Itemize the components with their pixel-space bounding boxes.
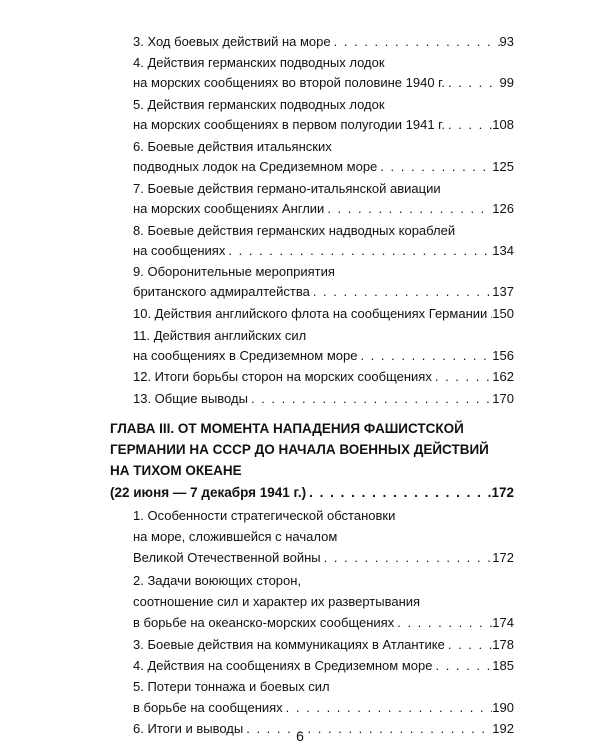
toc-entry-page: 99 bbox=[499, 75, 514, 90]
toc-entry bbox=[133, 157, 514, 177]
leader-dots bbox=[432, 367, 492, 387]
toc-entry bbox=[133, 367, 514, 387]
leader-dots bbox=[357, 346, 492, 366]
toc-entry bbox=[133, 548, 514, 568]
toc-entry-page: 93 bbox=[499, 34, 514, 49]
chapter-page: 172 bbox=[491, 485, 514, 500]
leader-dots bbox=[283, 698, 493, 718]
toc-entry bbox=[133, 346, 514, 366]
leader-dots bbox=[248, 389, 492, 409]
page-number: 6 bbox=[296, 728, 304, 744]
leader-dots bbox=[432, 656, 492, 676]
toc-entry-page: 137 bbox=[492, 284, 514, 299]
toc-entry bbox=[133, 613, 514, 633]
leader-dots bbox=[394, 613, 492, 633]
toc-entry-title-line2: соотношение сил и характер их развертывания bbox=[133, 594, 421, 609]
toc-entry-title-line1: 4. Действия германских подводных лодок bbox=[133, 55, 385, 70]
toc-entry-title-line2: британского адмиралтейства bbox=[133, 284, 310, 299]
leader-dots bbox=[225, 241, 492, 261]
toc-entry-title-line2: на морских сообщениях в первом полугодии 1941 г. bbox=[133, 117, 445, 132]
chapter-dates: (22 июня — 7 декабря 1941 г.) bbox=[110, 485, 307, 500]
leader-dots bbox=[324, 199, 492, 219]
toc-entry-title-line2: в борьбе на сообщениях bbox=[133, 700, 283, 715]
leader-dots bbox=[377, 157, 492, 177]
toc-entry-title: 12. Итоги борьбы сторон на морских сообщениях bbox=[133, 369, 432, 384]
chapter-entry bbox=[110, 483, 514, 503]
toc-entry-title: 13. Общие выводы bbox=[133, 391, 248, 406]
toc-entry bbox=[133, 73, 514, 93]
leader-dots bbox=[306, 483, 491, 503]
toc-entry-title-line1: 5. Действия германских подводных лодок bbox=[133, 97, 385, 112]
toc-entry-title: 3. Ход боевых действий на море bbox=[133, 34, 331, 49]
toc-entry-title-line2: на сообщениях bbox=[133, 243, 226, 258]
toc-entry-title-line2: на морских сообщениях Англии bbox=[133, 201, 325, 216]
toc-entry bbox=[133, 282, 514, 302]
toc-entry-title: 4. Действия на сообщениях в Средиземном море bbox=[133, 658, 433, 673]
leader-dots bbox=[310, 282, 492, 302]
toc-entry-title-line3: в борьбе на океанско-морских сообщениях bbox=[133, 615, 395, 630]
toc-entry bbox=[133, 199, 514, 219]
toc-entry-page: 162 bbox=[492, 369, 514, 384]
toc-entry-page: 174 bbox=[492, 615, 514, 630]
toc-entry-title-line1: 8. Боевые действия германских надводных кораблей bbox=[133, 223, 456, 238]
toc-entry-title-line1: 1. Особенности стратегической обстановки bbox=[133, 508, 396, 523]
toc-entry-title-line1: 11. Действия английских сил bbox=[133, 328, 307, 343]
leader-dots bbox=[445, 115, 492, 135]
toc-entry-title-line1: 7. Боевые действия германо-итальянской авиации bbox=[133, 181, 441, 196]
toc-entry-page: 108 bbox=[492, 117, 514, 132]
toc-entry-page: 170 bbox=[492, 391, 514, 406]
chapter-title-line3: НА ТИХОМ ОКЕАНЕ bbox=[110, 463, 242, 478]
toc-entry-title: 3. Боевые действия на коммуникациях в Атлантике bbox=[133, 637, 445, 652]
leader-dots bbox=[445, 635, 492, 655]
toc-entry-page: 134 bbox=[492, 243, 514, 258]
toc-entry-page: 125 bbox=[492, 159, 514, 174]
toc-entry-page: 156 bbox=[492, 348, 514, 363]
toc-entry-title: 10. Действия английского флота на сообщениях Германии bbox=[133, 306, 488, 321]
leader-dots bbox=[321, 548, 493, 568]
toc-entry-page: 178 bbox=[492, 637, 514, 652]
toc-entry-title-line2: подводных лодок на Средиземном море bbox=[133, 159, 378, 174]
toc-entry-title: 6. Итоги и выводы bbox=[133, 721, 244, 736]
chapter-title-line1: ГЛАВА III. ОТ МОМЕНТА НАПАДЕНИЯ ФАШИСТСКОЙ bbox=[110, 421, 464, 436]
toc-entry-title-line1: 6. Боевые действия итальянских bbox=[133, 139, 332, 154]
toc-entry bbox=[133, 115, 514, 135]
chapter-title-line2: ГЕРМАНИИ НА СССР ДО НАЧАЛА ВОЕННЫХ ДЕЙСТВИЙ bbox=[110, 442, 489, 457]
toc-entry bbox=[133, 241, 514, 261]
toc-entry-title-line2: на морских сообщениях во второй половине 1940 г. bbox=[133, 75, 445, 90]
toc-entry-title-line2: на сообщениях в Средиземном море bbox=[133, 348, 358, 363]
toc-entry-page: 185 bbox=[492, 658, 514, 673]
toc-entry-page: 126 bbox=[492, 201, 514, 216]
toc-entry-title-line2: на море, сложившейся с началом bbox=[133, 529, 338, 544]
toc-entry bbox=[133, 389, 514, 409]
toc-entry-page: 172 bbox=[492, 550, 514, 565]
leader-dots bbox=[331, 32, 500, 52]
toc-entry-page: 192 bbox=[492, 721, 514, 736]
toc-entry-page: 150 bbox=[492, 306, 514, 321]
toc-entry-title-line1: 9. Оборонительные мероприятия bbox=[133, 264, 335, 279]
toc-entry-title-line3: Великой Отечественной войны bbox=[133, 550, 321, 565]
toc-entry bbox=[133, 635, 514, 655]
leader-dots bbox=[445, 73, 500, 93]
toc-entry bbox=[133, 304, 514, 324]
toc-entry bbox=[133, 698, 514, 718]
toc-entry-page: 190 bbox=[492, 700, 514, 715]
toc-entry-title-line1: 5. Потери тоннажа и боевых сил bbox=[133, 679, 330, 694]
toc-entry bbox=[133, 32, 514, 52]
toc-entry bbox=[133, 656, 514, 676]
toc-entry-title-line1: 2. Задачи воюющих сторон, bbox=[133, 573, 302, 588]
